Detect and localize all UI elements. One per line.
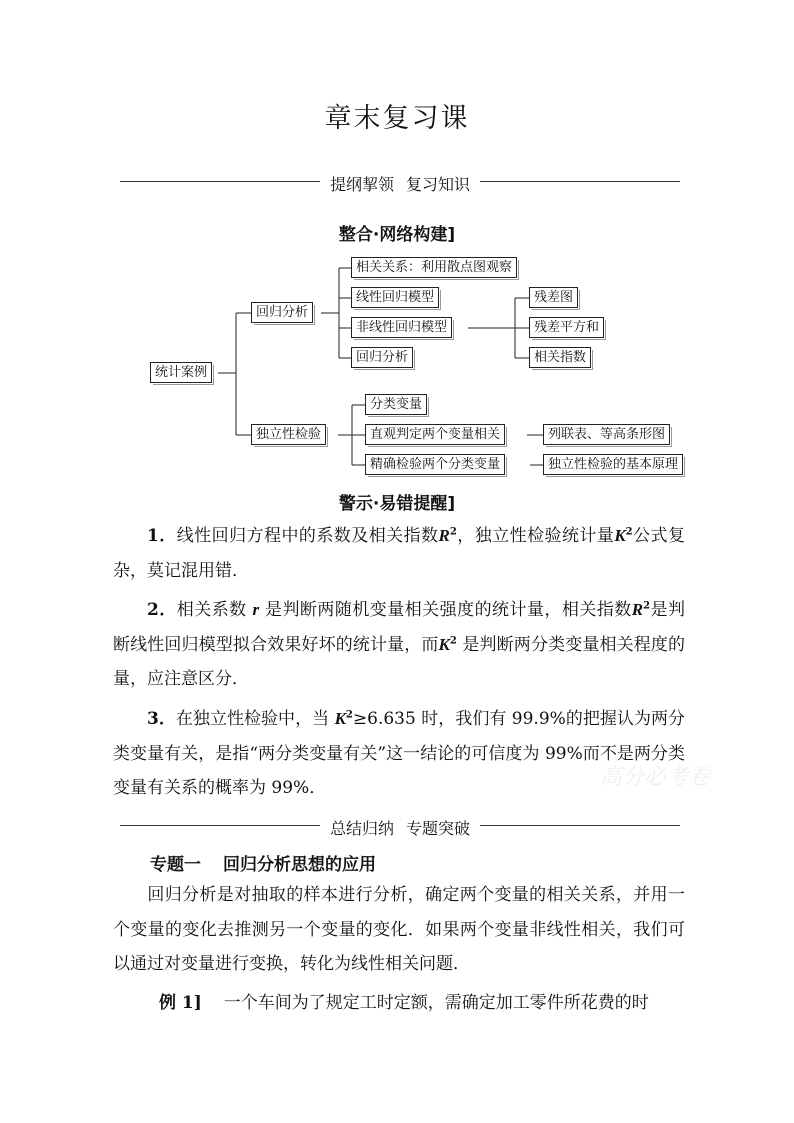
tree-node-nonlinear-item: 相关指数	[529, 347, 591, 368]
tree-node-regression: 回归分析	[251, 302, 313, 323]
tree-node-reg-item: 回归分析	[351, 347, 413, 368]
watermark-text: 高分必考卷	[600, 765, 711, 790]
tree-node-ind-item: 直观判定两个变量相关	[365, 424, 505, 445]
topic-label: 专题一	[150, 855, 201, 875]
tree-node-reg-item: 非线性回归模型	[351, 317, 452, 338]
warning-paragraph-1: 1．线性回归方程中的系数及相关指数$R^2$，独立性检验统计量$K^2$公式复杂，莫记混用错．	[113, 526, 685, 581]
tree-node-reg-item: 线性回归模型	[351, 287, 439, 308]
tree-node-reg-item: 相关关系：利用散点图观察	[351, 257, 517, 278]
example-label: 例 1]	[159, 993, 202, 1013]
tree-node-ind-item: 精确检验两个分类变量	[365, 454, 505, 475]
divider-text-a: 总结归纳	[329, 819, 394, 838]
topic-body: 回归分析是对抽取的样本进行分析，确定两个变量的相关关系，并用一个变量的变化去推测另一个变量的变化．如果两个变量非线性相关，我们可以通过对变量进行变换，转化为线性相关问题．	[113, 885, 685, 974]
page-title: 章末复习课	[324, 103, 470, 134]
section-divider-summary	[120, 816, 680, 836]
divider-text-b: 专题突破	[406, 819, 471, 838]
subheading-network: 整合·网络构建]	[338, 225, 456, 245]
tree-node-nonlinear-item: 残差图	[529, 287, 578, 308]
warning-paragraph-2: 2．相关系数 r 是判断两随机变量相关强度的统计量，相关指数$R^2$是判断线性回归模型拟合效果好坏的统计量，而$K^2$ 是判断两分类变量相关程度的量，应注意区分．	[113, 600, 686, 689]
example-paragraph: 例 1] 一个车间为了规定工时定额，需确定加工零件所花费的时	[159, 993, 649, 1013]
divider-text-b: 复习知识	[406, 175, 471, 194]
tree-node-ind-item: 分类变量	[365, 394, 427, 415]
tree-node-root: 统计案例	[150, 362, 212, 383]
tree-node-independence: 独立性检验	[251, 424, 326, 445]
subheading-warnings: 警示·易错提醒]	[338, 494, 456, 514]
tree-node-ind-right: 列联表、等高条形图	[543, 424, 670, 445]
warning-paragraph-3: 3．在独立性检验中，当 $K^2\ge 6.635$ 时，我们有 99.9%的把握认为两分类变量有关，是指“两分类变量有关”这一结论的可信度为 99%而不是两分类变量有关系的概率为 99%．	[113, 709, 685, 798]
topic-heading	[150, 850, 376, 875]
tree-node-ind-right: 独立性检验的基本原理	[543, 454, 683, 475]
topic-title: 回归分析思想的应用	[223, 855, 376, 875]
tree-node-nonlinear-item: 残差平方和	[529, 317, 604, 338]
divider-text-a: 提纲挈领	[329, 175, 394, 194]
